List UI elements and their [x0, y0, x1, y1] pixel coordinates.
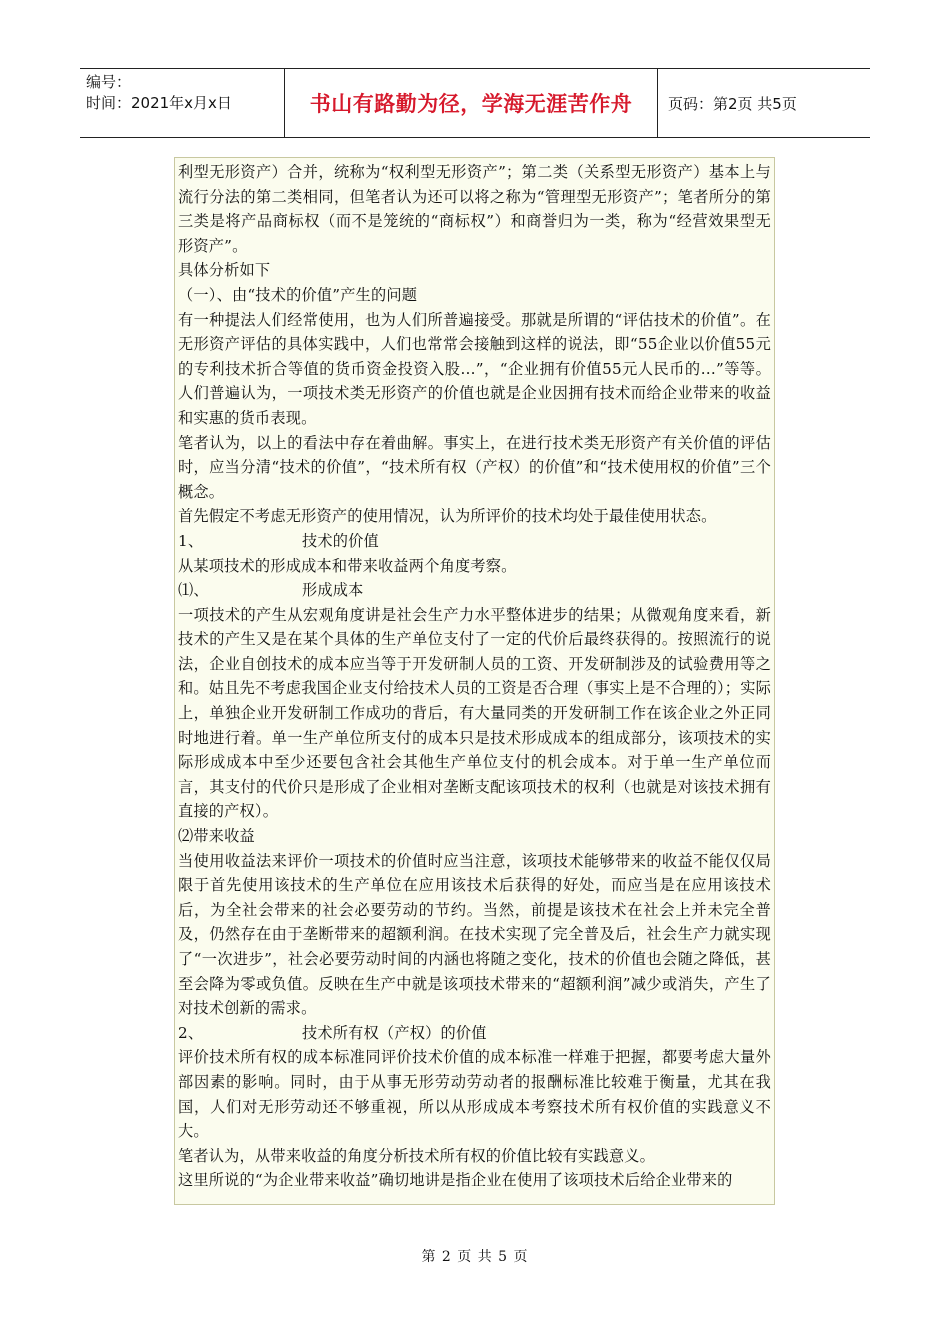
- paragraph: 笔者认为，从带来收益的角度分析技术所有权的价值比较有实践意义。: [178, 1146, 656, 1165]
- heading-text: 技术所有权（产权）的价值: [302, 1023, 487, 1042]
- header-meta: [80, 69, 285, 137]
- header-motto: 书山有路勤为径，学海无涯苦作舟: [285, 69, 658, 137]
- document-time-label: 时间：2021年x月x日: [86, 94, 232, 112]
- paragraph: 评价技术所有权的成本标准同评价技术价值的成本标准一样难于把握，都要考虑大量外部因素的影响。同时，由于从事无形劳动劳动者的报酬标准比较难于衡量，尤其在我国，人们对无形劳动还不够重视，所以从形成成本考察技术所有权价值的实践意义不大。: [178, 1048, 771, 1141]
- paragraph: 这里所说的“为企业带来收益”确切地讲是指企业在使用了该项技术后给企业带来的: [178, 1171, 733, 1190]
- paragraph: 有一种提法人们经常使用，也为人们所普遍接受。那就是所谓的“评估技术的价值”。在无形资产评估的具体实践中，人们也常常会接触到这样的说法，即“55企业以价值55元的专利技术折合等值的货币资金投资入股…”，“企业拥有价值55元人民币的…”等等。人们普遍认为，一项技术类无形资产的价值也就是企业因拥有技术而给企业带来的收益和实惠的货币表现。: [178, 310, 771, 427]
- subsection-heading-1: [178, 529, 771, 554]
- paragraph: 一项技术的产生从宏观角度讲是社会生产力水平整体进步的结果；从微观角度来看，新技术的产生又是在某个具体的生产单位支付了一定的代价后最终获得的。按照流行的说法，企业自创技术的成本应当等于开发研制人员的工资、开发研制涉及的试验费用等之和。姑且先不考虑我国企业支付给技术人员的工资是否合理（事实上是不合理的）；实际上，单独企业开发研制工作成功的背后，有大量同类的开发研制工作在该企业之外正同时地进行着。单一生产单位所支付的成本只是技术形成成本的组成部分，该项技术的实际形成成本中至少还要包含社会其他生产单位支付的机会成本。对于单一生产单位而言，其支付的代价只是形成了企业相对垄断支配该项技术的权利（也就是对该技术拥有直接的产权）。: [178, 605, 771, 821]
- paragraph: 利型无形资产）合并，统称为“权利型无形资产”；第二类（关系型无形资产）基本上与流行分法的第二类相同，但笔者认为还可以将之称为“管理型无形资产”；笔者所分的第三类是将产品商标权（而不是笼统的“商标权”）和商誉归为一类，称为“经营效果型无形资产”。: [178, 163, 771, 255]
- heading-number: ⑴、: [178, 581, 209, 600]
- subsection-heading-2: [178, 1021, 771, 1046]
- subsection-heading-1a: [178, 578, 771, 603]
- paragraph: 从某项技术的形成成本和带来收益两个角度考察。: [178, 556, 517, 575]
- subsection-heading-1b: ⑵带来收益: [178, 827, 255, 846]
- paragraph: 首先假定不考虑无形资产的使用情况，认为所评价的技术均处于最佳使用状态。: [178, 507, 717, 526]
- document-body: [174, 157, 775, 1205]
- paragraph: 笔者认为，以上的看法中存在着曲解。事实上，在进行技术类无形资产有关价值的评估时，应当分清“技术的价值”，“技术所有权（产权）的价值”和“技术使用权的价值”三个概念。: [178, 433, 771, 501]
- heading-number: 2、: [178, 1023, 204, 1042]
- heading-text: 形成成本: [302, 581, 364, 600]
- page-footer: 第 2 页 共 5 页: [421, 1249, 529, 1265]
- paragraph: 具体分析如下: [178, 261, 271, 280]
- heading-number: 1、: [178, 531, 204, 550]
- page-header: [80, 68, 870, 138]
- heading-text: 技术的价值: [302, 531, 379, 550]
- paragraph: 当使用收益法来评价一项技术的价值时应当注意，该项技术能够带来的收益不能仅仅局限于首先使用该技术的生产单位在应用该技术后获得的好处，而应当是在应用该技术后，为全社会带来的社会必要劳动的节约。当然，前提是该技术在社会上并未完全普及，仍然存在由于垄断带来的超额利润。在技术实现了完全普及后，社会生产力就实现了“一次进步”，社会必要劳动时间的内涵也将随之变化，技术的价值也会随之降低，甚至会降为零或负值。反映在生产中就是该项技术带来的“超额利润”减少或消失，产生了对技术创新的需求。: [178, 851, 771, 1018]
- document-number-label: 编号：: [86, 73, 132, 91]
- section-heading: （一）、由“技术的价值”产生的问题: [178, 285, 418, 304]
- header-page-info: 页码：第2页 共5页: [668, 94, 797, 113]
